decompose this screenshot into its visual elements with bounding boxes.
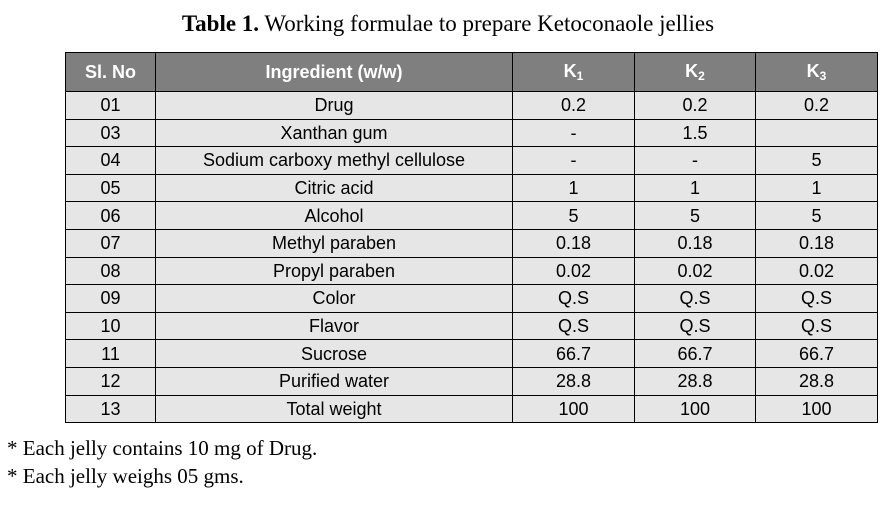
header-k2-letter: K — [685, 61, 699, 81]
cell-k2: 66.7 — [635, 340, 756, 368]
cell-sl-no: 13 — [66, 395, 156, 423]
footnote-jelly-weight: * Each jelly weighs 05 gms. — [7, 464, 244, 488]
table-row — [66, 119, 878, 147]
header-k3-sub: 3 — [819, 69, 827, 83]
cell-k3: 28.8 — [756, 367, 878, 395]
cell-k1: 28.8 — [513, 367, 635, 395]
cell-k1: - — [513, 119, 635, 147]
cell-k3: 0.2 — [756, 92, 878, 120]
cell-sl-no: 12 — [66, 367, 156, 395]
table-header-row — [66, 53, 878, 92]
table-body — [66, 92, 878, 423]
caption-text: Working formulae to prepare Ketoconaole jellies — [259, 11, 715, 36]
cell-k2: 28.8 — [635, 367, 756, 395]
cell-k3: 5 — [756, 147, 878, 175]
cell-ingredient: Methyl paraben — [156, 229, 513, 257]
cell-k2: 1.5 — [635, 119, 756, 147]
formulae-table — [65, 52, 878, 423]
cell-sl-no: 09 — [66, 285, 156, 313]
cell-k2: 0.18 — [635, 229, 756, 257]
header-k3-letter: K — [806, 61, 820, 81]
cell-k1: 0.18 — [513, 229, 635, 257]
header-k3 — [756, 53, 878, 92]
cell-sl-no: 03 — [66, 119, 156, 147]
cell-k3: Q.S — [756, 312, 878, 340]
cell-sl-no: 01 — [66, 92, 156, 120]
cell-ingredient: Total weight — [156, 395, 513, 423]
cell-sl-no: 11 — [66, 340, 156, 368]
table-row — [66, 229, 878, 257]
cell-k2: - — [635, 147, 756, 175]
cell-sl-no: 04 — [66, 147, 156, 175]
cell-k1: Q.S — [513, 285, 635, 313]
cell-k2: 5 — [635, 202, 756, 230]
header-ingredient: Ingredient (w/w) — [156, 53, 513, 92]
cell-sl-no: 06 — [66, 202, 156, 230]
table-row — [66, 257, 878, 285]
table-row — [66, 202, 878, 230]
cell-k2: Q.S — [635, 312, 756, 340]
cell-k1: 1 — [513, 174, 635, 202]
footnote-drug-content: * Each jelly contains 10 mg of Drug. — [7, 436, 318, 460]
cell-ingredient: Sodium carboxy methyl cellulose — [156, 147, 513, 175]
cell-k3 — [756, 119, 878, 147]
cell-ingredient: Citric acid — [156, 174, 513, 202]
cell-k1: 66.7 — [513, 340, 635, 368]
cell-k1: 5 — [513, 202, 635, 230]
cell-ingredient: Flavor — [156, 312, 513, 340]
header-k1-sub: 1 — [576, 69, 584, 83]
header-sl-no: Sl. No — [66, 53, 156, 92]
header-k2 — [635, 53, 756, 92]
cell-ingredient: Drug — [156, 92, 513, 120]
cell-k1: 0.02 — [513, 257, 635, 285]
table-row — [66, 312, 878, 340]
cell-k3: 1 — [756, 174, 878, 202]
cell-k2: 0.02 — [635, 257, 756, 285]
cell-k1: 0.2 — [513, 92, 635, 120]
footnotes — [7, 434, 317, 490]
table-row — [66, 285, 878, 313]
cell-ingredient: Alcohol — [156, 202, 513, 230]
cell-sl-no: 05 — [66, 174, 156, 202]
cell-k2: 1 — [635, 174, 756, 202]
cell-sl-no: 08 — [66, 257, 156, 285]
table-row — [66, 92, 878, 120]
cell-k3: 100 — [756, 395, 878, 423]
cell-ingredient: Xanthan gum — [156, 119, 513, 147]
cell-ingredient: Sucrose — [156, 340, 513, 368]
cell-sl-no: 10 — [66, 312, 156, 340]
cell-k3: Q.S — [756, 285, 878, 313]
cell-ingredient: Propyl paraben — [156, 257, 513, 285]
table-row — [66, 147, 878, 175]
table-row — [66, 340, 878, 368]
table-row — [66, 367, 878, 395]
cell-k3: 66.7 — [756, 340, 878, 368]
cell-k1: Q.S — [513, 312, 635, 340]
cell-k2: 0.2 — [635, 92, 756, 120]
cell-k3: 0.02 — [756, 257, 878, 285]
cell-k3: 0.18 — [756, 229, 878, 257]
cell-k2: Q.S — [635, 285, 756, 313]
cell-k3: 5 — [756, 202, 878, 230]
cell-ingredient: Purified water — [156, 367, 513, 395]
cell-ingredient: Color — [156, 285, 513, 313]
cell-k2: 100 — [635, 395, 756, 423]
table-row — [66, 174, 878, 202]
header-k1 — [513, 53, 635, 92]
cell-k1: - — [513, 147, 635, 175]
cell-sl-no: 07 — [66, 229, 156, 257]
table-row — [66, 395, 878, 423]
table-caption — [0, 9, 896, 39]
caption-label: Table 1. — [181, 11, 260, 36]
header-k1-letter: K — [563, 61, 577, 81]
header-k2-sub: 2 — [698, 69, 705, 83]
cell-k1: 100 — [513, 395, 635, 423]
